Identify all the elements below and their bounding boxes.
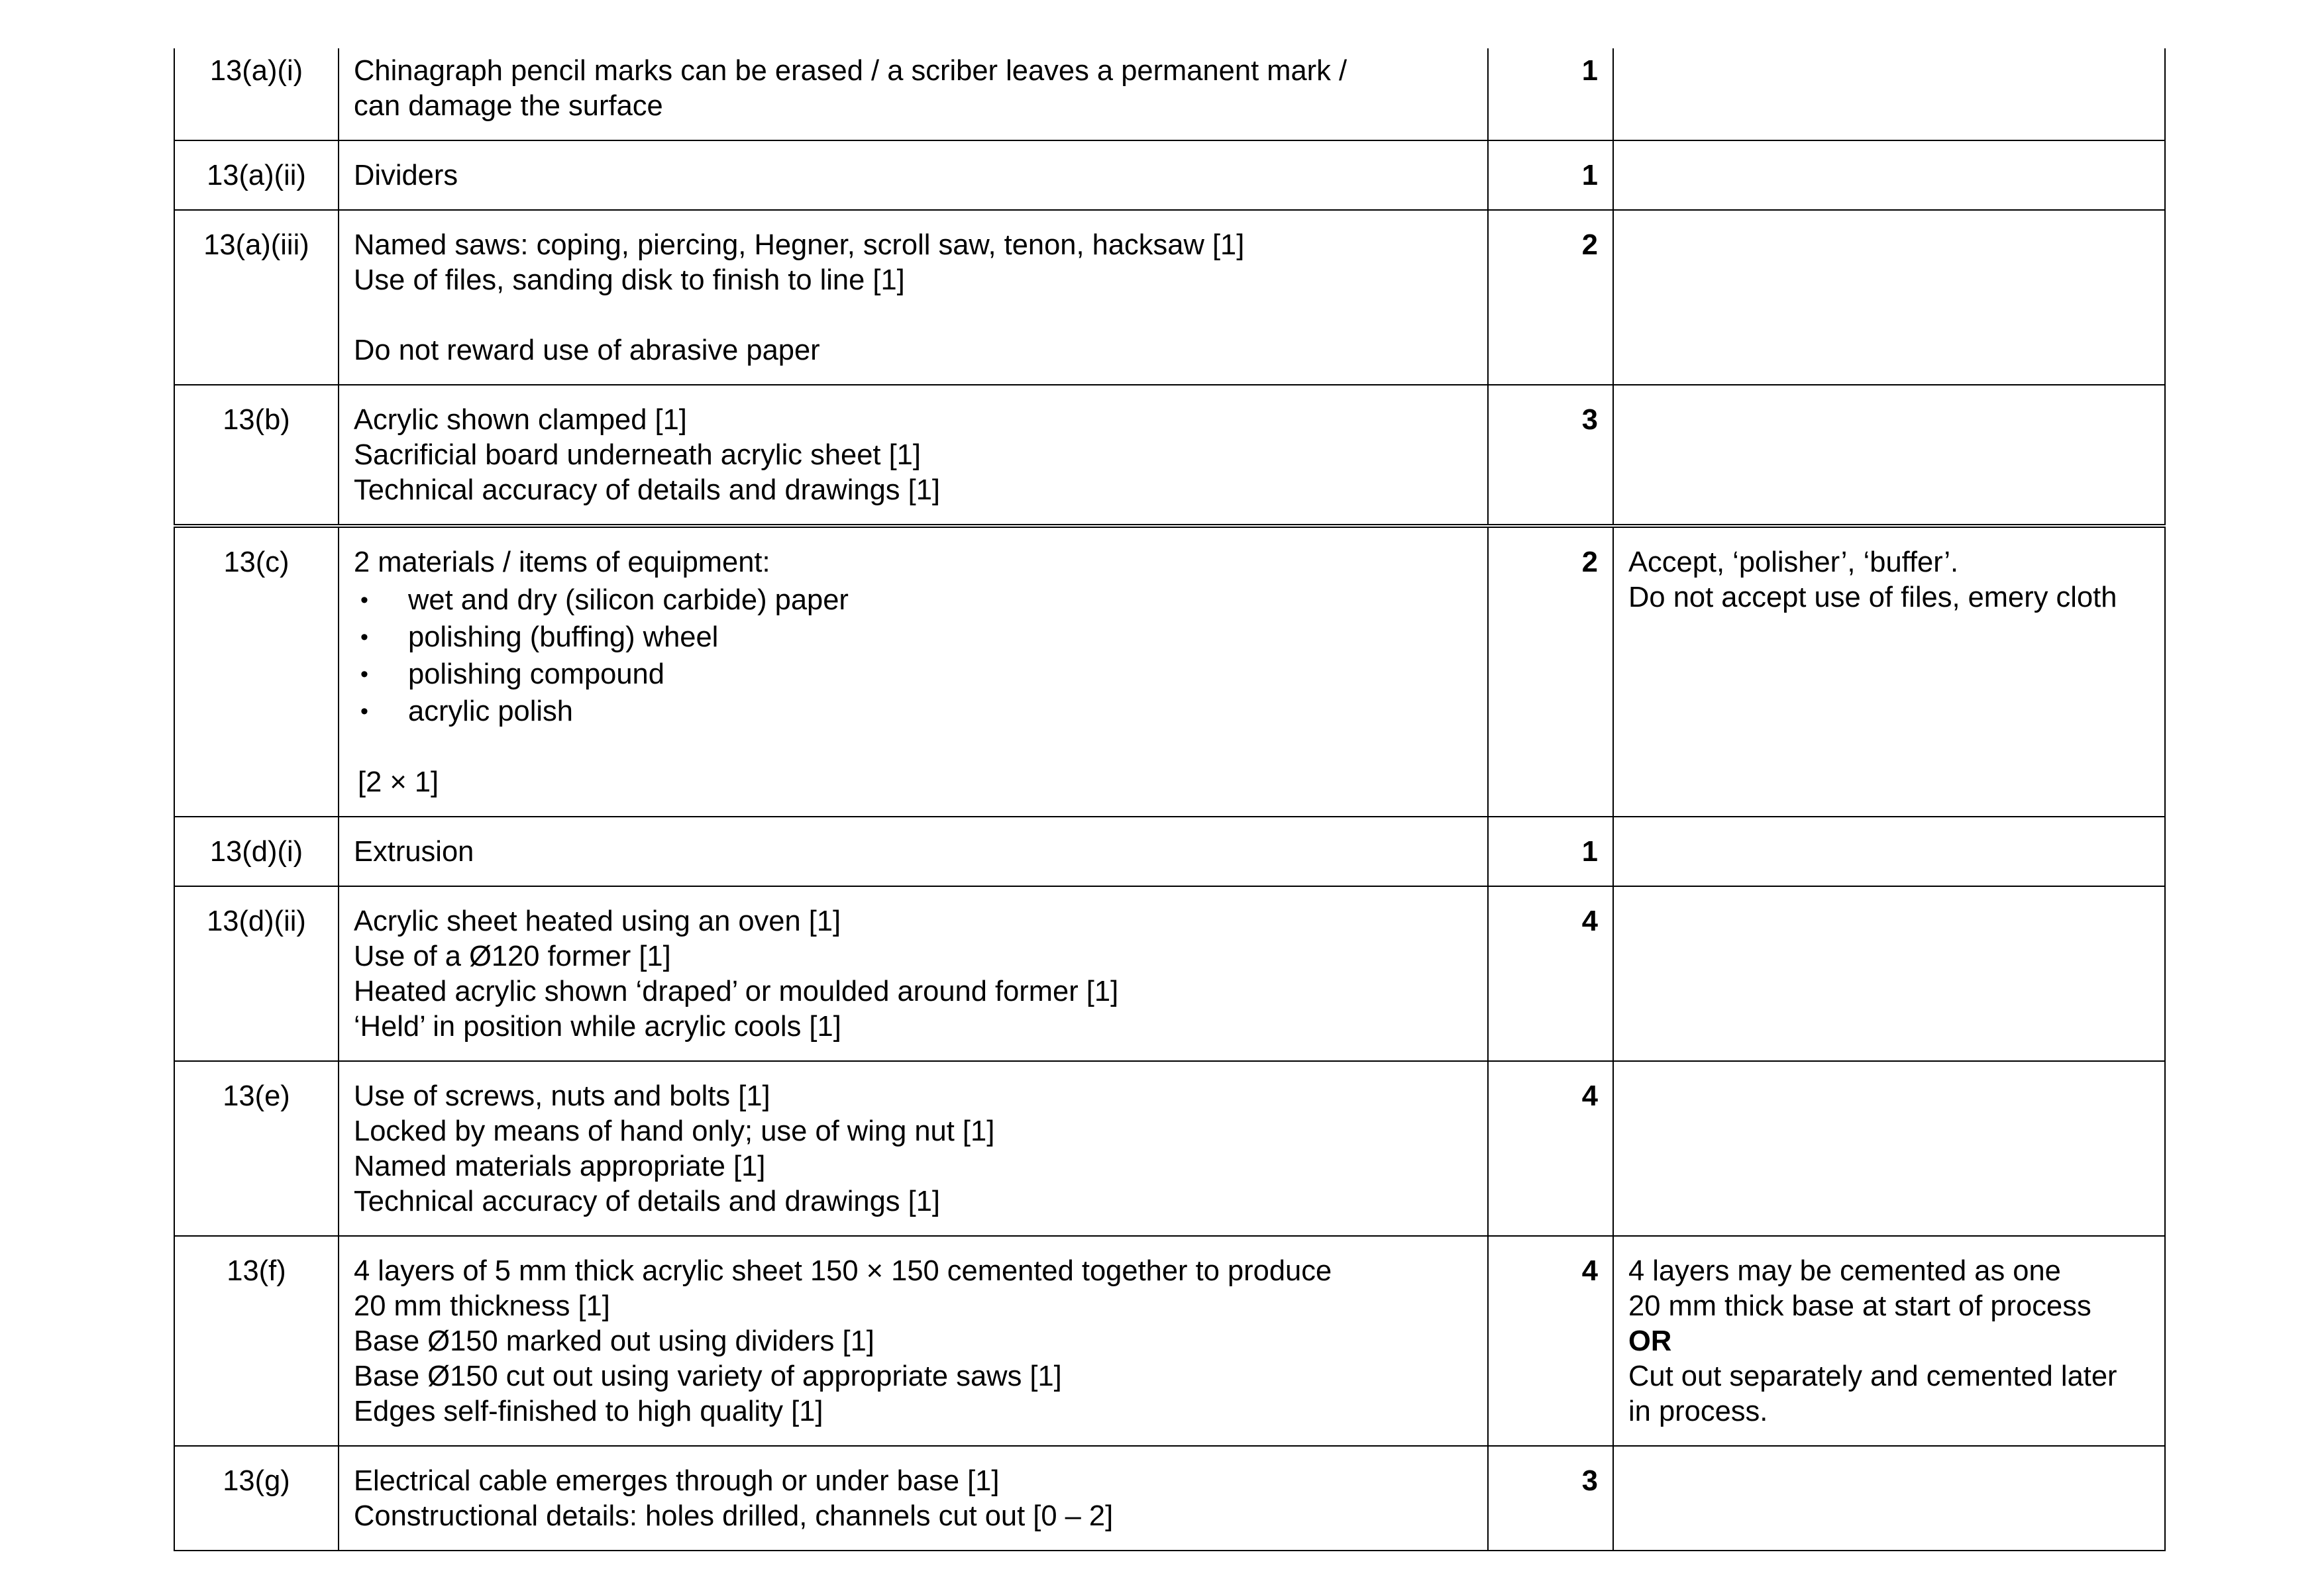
question-cell bbox=[174, 1446, 339, 1551]
guidance-line: in process. bbox=[1628, 1396, 1768, 1427]
question-number: 13(c) bbox=[223, 546, 290, 578]
question-cell bbox=[174, 48, 339, 140]
table-row bbox=[174, 1236, 2165, 1446]
marks-value: 1 bbox=[1581, 160, 1598, 191]
guidance-cell bbox=[1613, 48, 2165, 140]
answer-line: Heated acrylic shown ‘draped’ or moulded around former [1] bbox=[354, 976, 1119, 1007]
answer-line: Use of screws, nuts and bolts [1] bbox=[354, 1080, 770, 1112]
answer-line: 4 layers of 5 mm thick acrylic sheet 150 × 150 cemented together to produce bbox=[354, 1255, 1332, 1287]
marks-cell bbox=[1488, 1061, 1613, 1236]
answer-line: Named materials appropriate [1] bbox=[354, 1150, 766, 1182]
question-cell bbox=[174, 1236, 339, 1446]
answer-line: Acrylic shown clamped [1] bbox=[354, 404, 687, 436]
bullet-icon: • bbox=[360, 625, 368, 650]
marks-value: 1 bbox=[1581, 836, 1598, 868]
answer-cell bbox=[339, 1446, 1488, 1551]
table-row bbox=[174, 210, 2165, 385]
answer-line: Locked by means of hand only; use of wing nut [1] bbox=[354, 1115, 995, 1147]
table-row bbox=[174, 886, 2165, 1061]
answer-line: Constructional details: holes drilled, channels cut out [0 – 2] bbox=[354, 1500, 1114, 1532]
table-row bbox=[174, 385, 2165, 526]
question-number: 13(d)(i) bbox=[209, 836, 303, 868]
question-cell bbox=[174, 385, 339, 526]
question-number: 13(e) bbox=[223, 1080, 290, 1112]
guidance-cell bbox=[1613, 210, 2165, 385]
answer-bullet-list bbox=[354, 582, 1473, 730]
answer-line: Electrical cable emerges through or under base [1] bbox=[354, 1465, 1000, 1497]
guidance-cell bbox=[1613, 1236, 2165, 1446]
answer-line: Dividers bbox=[354, 160, 458, 191]
answer-line: Chinagraph pencil marks can be erased / a scriber leaves a permanent mark / bbox=[354, 55, 1347, 87]
answer-line: Do not reward use of abrasive paper bbox=[354, 334, 820, 366]
guidance-cell bbox=[1613, 385, 2165, 526]
marks-cell bbox=[1488, 886, 1613, 1061]
marks-cell bbox=[1488, 1236, 1613, 1446]
answer-blank-line bbox=[354, 730, 1473, 765]
answer-cell bbox=[339, 1236, 1488, 1446]
list-item bbox=[354, 619, 1473, 656]
question-number: 13(d)(ii) bbox=[207, 905, 306, 937]
question-cell bbox=[174, 1061, 339, 1236]
answer-line: Use of files, sanding disk to finish to line [1] bbox=[354, 264, 905, 296]
question-number: 13(a)(iii) bbox=[203, 229, 309, 261]
marks-cell bbox=[1488, 385, 1613, 526]
table-row bbox=[174, 140, 2165, 210]
marks-value: 4 bbox=[1581, 1080, 1598, 1112]
table-row bbox=[174, 526, 2165, 817]
marks-cell bbox=[1488, 526, 1613, 817]
answer-line: Use of a Ø120 former [1] bbox=[354, 941, 671, 972]
answer-line: Technical accuracy of details and drawings [1] bbox=[354, 474, 940, 506]
list-item bbox=[354, 582, 1473, 619]
guidance-cell bbox=[1613, 526, 2165, 817]
list-item-text: polishing (buffing) wheel bbox=[408, 621, 719, 653]
question-cell bbox=[174, 526, 339, 817]
question-number: 13(a)(i) bbox=[209, 55, 303, 87]
answer-cell bbox=[339, 210, 1488, 385]
answer-line: Extrusion bbox=[354, 836, 474, 868]
marks-value: 1 bbox=[1581, 55, 1598, 87]
marks-value: 2 bbox=[1581, 546, 1598, 578]
question-cell bbox=[174, 886, 339, 1061]
guidance-cell bbox=[1613, 1446, 2165, 1551]
answer-line: [2 × 1] bbox=[358, 766, 439, 798]
question-number: 13(b) bbox=[223, 404, 290, 436]
guidance-cell bbox=[1613, 886, 2165, 1061]
question-cell bbox=[174, 140, 339, 210]
answer-line: Base Ø150 marked out using dividers [1] bbox=[354, 1325, 874, 1357]
guidance-cell bbox=[1613, 817, 2165, 886]
list-item-text: polishing compound bbox=[408, 658, 664, 690]
answer-line: 20 mm thickness [1] bbox=[354, 1290, 610, 1322]
question-number: 13(a)(ii) bbox=[207, 160, 306, 191]
guidance-cell bbox=[1613, 140, 2165, 210]
answer-cell bbox=[339, 140, 1488, 210]
answer-line: Edges self-finished to high quality [1] bbox=[354, 1396, 823, 1427]
guidance-line: Accept, ‘polisher’, ‘buffer’. bbox=[1628, 546, 1959, 578]
answer-cell bbox=[339, 48, 1488, 140]
list-item bbox=[354, 693, 1473, 730]
marks-value: 3 bbox=[1581, 1465, 1598, 1497]
answer-cell bbox=[339, 886, 1488, 1061]
answer-blank-line bbox=[354, 298, 1473, 333]
answer-line: Base Ø150 cut out using variety of appropriate saws [1] bbox=[354, 1360, 1062, 1392]
bullet-icon: • bbox=[360, 588, 368, 613]
guidance-line: Do not accept use of files, emery cloth bbox=[1628, 582, 2117, 613]
list-item bbox=[354, 656, 1473, 693]
list-item-text: wet and dry (silicon carbide) paper bbox=[408, 584, 849, 616]
answer-line: 2 materials / items of equipment: bbox=[354, 546, 770, 578]
marks-cell bbox=[1488, 140, 1613, 210]
marks-value: 2 bbox=[1581, 229, 1598, 261]
guidance-line: Cut out separately and cemented later bbox=[1628, 1360, 2117, 1392]
answer-cell bbox=[339, 385, 1488, 526]
marks-cell bbox=[1488, 48, 1613, 140]
answer-line: Sacrificial board underneath acrylic sheet [1] bbox=[354, 439, 921, 471]
answer-line: ‘Held’ in position while acrylic cools [1] bbox=[354, 1011, 841, 1043]
answer-line: Technical accuracy of details and drawings [1] bbox=[354, 1186, 940, 1217]
marks-cell bbox=[1488, 817, 1613, 886]
list-item-text: acrylic polish bbox=[408, 695, 573, 727]
table-row bbox=[174, 1446, 2165, 1551]
marks-cell bbox=[1488, 1446, 1613, 1551]
guidance-line: 4 layers may be cemented as one bbox=[1628, 1255, 2061, 1287]
guidance-line: 20 mm thick base at start of process bbox=[1628, 1290, 2091, 1322]
table-row bbox=[174, 1061, 2165, 1236]
question-number: 13(f) bbox=[227, 1255, 286, 1287]
answer-cell bbox=[339, 817, 1488, 886]
answer-cell bbox=[339, 526, 1488, 817]
bullet-icon: • bbox=[360, 662, 368, 687]
answer-cell bbox=[339, 1061, 1488, 1236]
question-cell bbox=[174, 210, 339, 385]
guidance-or-label: OR bbox=[1628, 1325, 1672, 1357]
marks-value: 4 bbox=[1581, 1255, 1598, 1287]
answer-line: Named saws: coping, piercing, Hegner, scroll saw, tenon, hacksaw [1] bbox=[354, 229, 1245, 261]
question-number: 13(g) bbox=[223, 1465, 290, 1497]
marks-value: 3 bbox=[1581, 404, 1598, 436]
marks-value: 4 bbox=[1581, 905, 1598, 937]
guidance-cell bbox=[1613, 1061, 2165, 1236]
marks-cell bbox=[1488, 210, 1613, 385]
answer-line: can damage the surface bbox=[354, 90, 663, 122]
question-cell bbox=[174, 817, 339, 886]
table-row bbox=[174, 817, 2165, 886]
bullet-icon: • bbox=[360, 699, 368, 724]
mark-scheme-table bbox=[174, 48, 2166, 1551]
table-row bbox=[174, 48, 2165, 140]
answer-line: Acrylic sheet heated using an oven [1] bbox=[354, 905, 841, 937]
